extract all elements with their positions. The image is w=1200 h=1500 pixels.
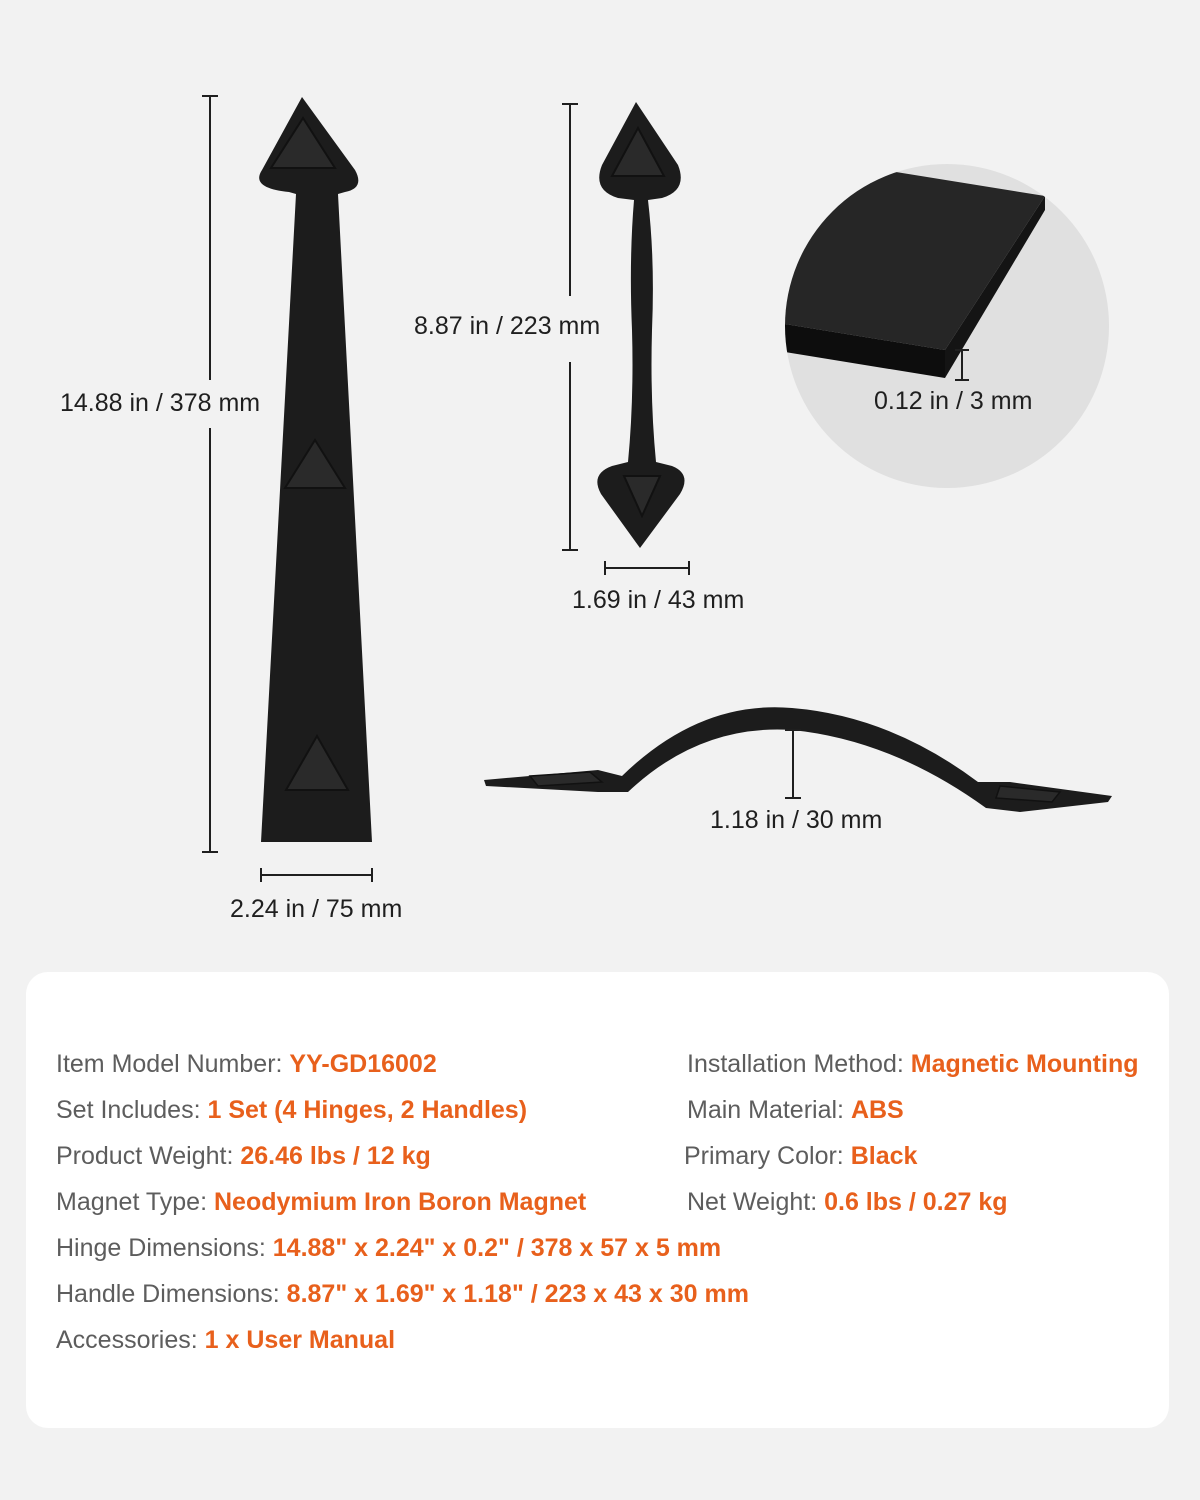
spec-value: Neodymium Iron Boron Magnet: [213, 1188, 587, 1216]
spec-installation-method: [687, 1049, 1139, 1079]
spec-label: Installation Method:: [687, 1050, 911, 1078]
spec-value: 14.88" x 2.24" x 0.2" / 378 x 57 x 5 mm: [272, 1234, 722, 1262]
spec-value: ABS: [850, 1096, 904, 1124]
handle-width-label: 1.69 in / 43 mm: [572, 586, 745, 614]
hinge-strap-image: [259, 97, 372, 842]
spec-main-material: [687, 1095, 904, 1125]
hinge-length-label: 14.88 in / 378 mm: [60, 389, 261, 417]
hinge-width-label: 2.24 in / 75 mm: [230, 895, 403, 923]
spec-label: Set Includes:: [56, 1096, 208, 1124]
spec-hinge-dimensions: [56, 1233, 721, 1263]
spec-label: Item Model Number:: [56, 1050, 290, 1078]
spec-set-includes: [56, 1095, 527, 1125]
spec-value: 0.6 lbs / 0.27 kg: [824, 1188, 1008, 1216]
handle-side-image: [484, 707, 1112, 812]
spec-label: Main Material:: [687, 1096, 851, 1124]
thickness-label: 0.12 in / 3 mm: [874, 387, 1033, 415]
spec-value: YY-GD16002: [289, 1050, 437, 1078]
spec-label: Handle Dimensions:: [56, 1280, 287, 1308]
spec-accessories: [56, 1325, 395, 1355]
thickness-detail-image: [760, 150, 1109, 488]
handle-height-label: 1.18 in / 30 mm: [710, 806, 883, 834]
handle-width-dimension-line: [605, 561, 689, 575]
handle-front-image: [597, 102, 684, 548]
hinge-length-dimension-line: [202, 96, 218, 852]
spec-value: 8.87" x 1.69" x 1.18" / 223 x 43 x 30 mm: [286, 1280, 749, 1308]
spec-label: Primary Color:: [684, 1142, 851, 1170]
spec-value: Magnetic Mounting: [910, 1050, 1139, 1078]
spec-label: Net Weight:: [687, 1188, 825, 1216]
hinge-width-dimension-line: [261, 868, 372, 882]
spec-label: Accessories:: [56, 1326, 205, 1354]
spec-label: Product Weight:: [56, 1142, 241, 1170]
spec-magnet-type: [56, 1187, 586, 1217]
spec-value: 26.46 lbs / 12 kg: [240, 1142, 431, 1170]
spec-primary-color: [684, 1141, 917, 1171]
spec-product-weight: [56, 1141, 431, 1171]
spec-value: Black: [850, 1142, 918, 1170]
specifications-card: [26, 972, 1169, 1428]
spec-value: 1 x User Manual: [204, 1326, 396, 1354]
spec-label: Magnet Type:: [56, 1188, 214, 1216]
spec-label: Hinge Dimensions:: [56, 1234, 273, 1262]
spec-value: 1 Set (4 Hinges, 2 Handles): [207, 1096, 528, 1124]
spec-item-model-number: [56, 1049, 437, 1079]
handle-length-label: 8.87 in / 223 mm: [414, 312, 601, 340]
spec-net-weight: [687, 1187, 1008, 1217]
spec-handle-dimensions: [56, 1279, 749, 1309]
handle-height-dimension-line: [785, 730, 801, 798]
